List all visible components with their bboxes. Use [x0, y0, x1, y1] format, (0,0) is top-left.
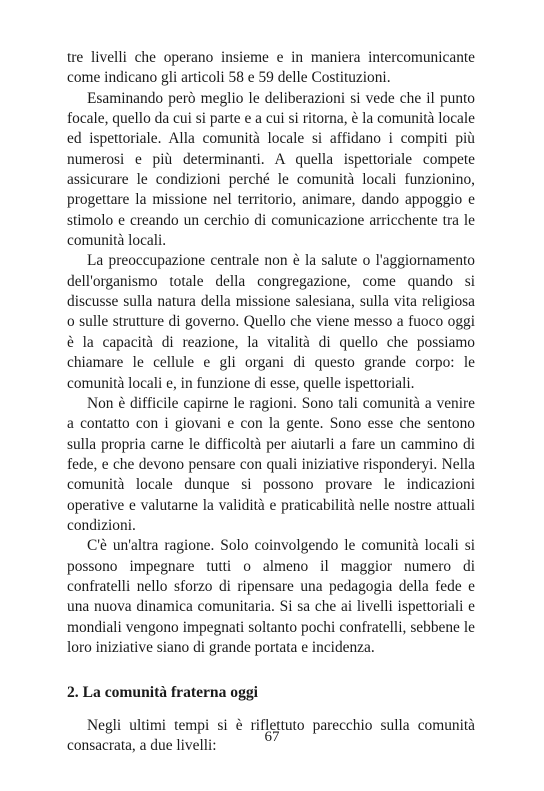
page-number: 67: [264, 729, 280, 745]
paragraph-central-concern: La preoccupazione centrale non è la salute o l'aggiornamento dell'organismo totale della congregazione, come quando si discusse sulla natura della missione salesiana, sulla vita religiosa o sulle strutture di governo. Quello che viene messo a fuoco oggi è la capacità di reazione, la vitalità di quello che possiamo chiamare le cellule e gli organi di questo grande corpo: le comunità locali e, in funzione di esse, quelle ispettoriali.: [67, 252, 475, 392]
paragraph-reasons: Non è difficile capirne le ragioni. Sono tali comunità a venire a contatto con i giovani e con la gente. Sono esse che sentono sulla propria carne le difficoltà per aiutarli a fare un cammino di fede, e che devono pensare con quali iniziative risponderyi. Nella comunità locale dunque si possono provare le indicazioni operative e valutarne la validità e praticabilità nelle nostre attuali condizioni.: [67, 394, 475, 534]
page-body: [67, 48, 475, 756]
paragraph-deliberations: Esaminando però meglio le deliberazioni si vede che il punto focale, quello da cui si parte e a cui si ritorna, è la comunità locale ed ispettoriale. Alla comunità locale si affidano i compiti più numerosi e più determinanti. A quella ispettoriale compete assicurare le condizioni perché le comunità locali funzionino, progettare la missione nel territorio, animare, dando appoggio e stimolo e creando un cerchio di comunicazione arricchente tra le comunità locali.: [67, 89, 475, 250]
section-heading: 2. La comunità fraterna oggi: [67, 684, 259, 702]
paragraph-section-intro: Negli ultimi tempi si è riflettuto parecchio sulla comunità consacrata, a due livelli:: [67, 716, 475, 754]
paragraph-another-reason: C'è un'altra ragione. Solo coinvolgendo le comunità locali si possono impegnare tutti o almeno il maggior numero di confratelli nello sforzo di ripensare una pedagogia della fede e una nuova dinamica comunitaria. Si sa che ai livelli ispettoriali e mondiali vengono impegnati soltanto pochi confratelli, sebbene le loro iniziative siano di grande portata e incidenza.: [67, 537, 475, 656]
paragraph-continued: tre livelli che operano insieme e in maniera intercomunicante come indicano gli articoli 58 e 59 delle Costituzioni.: [67, 49, 475, 87]
